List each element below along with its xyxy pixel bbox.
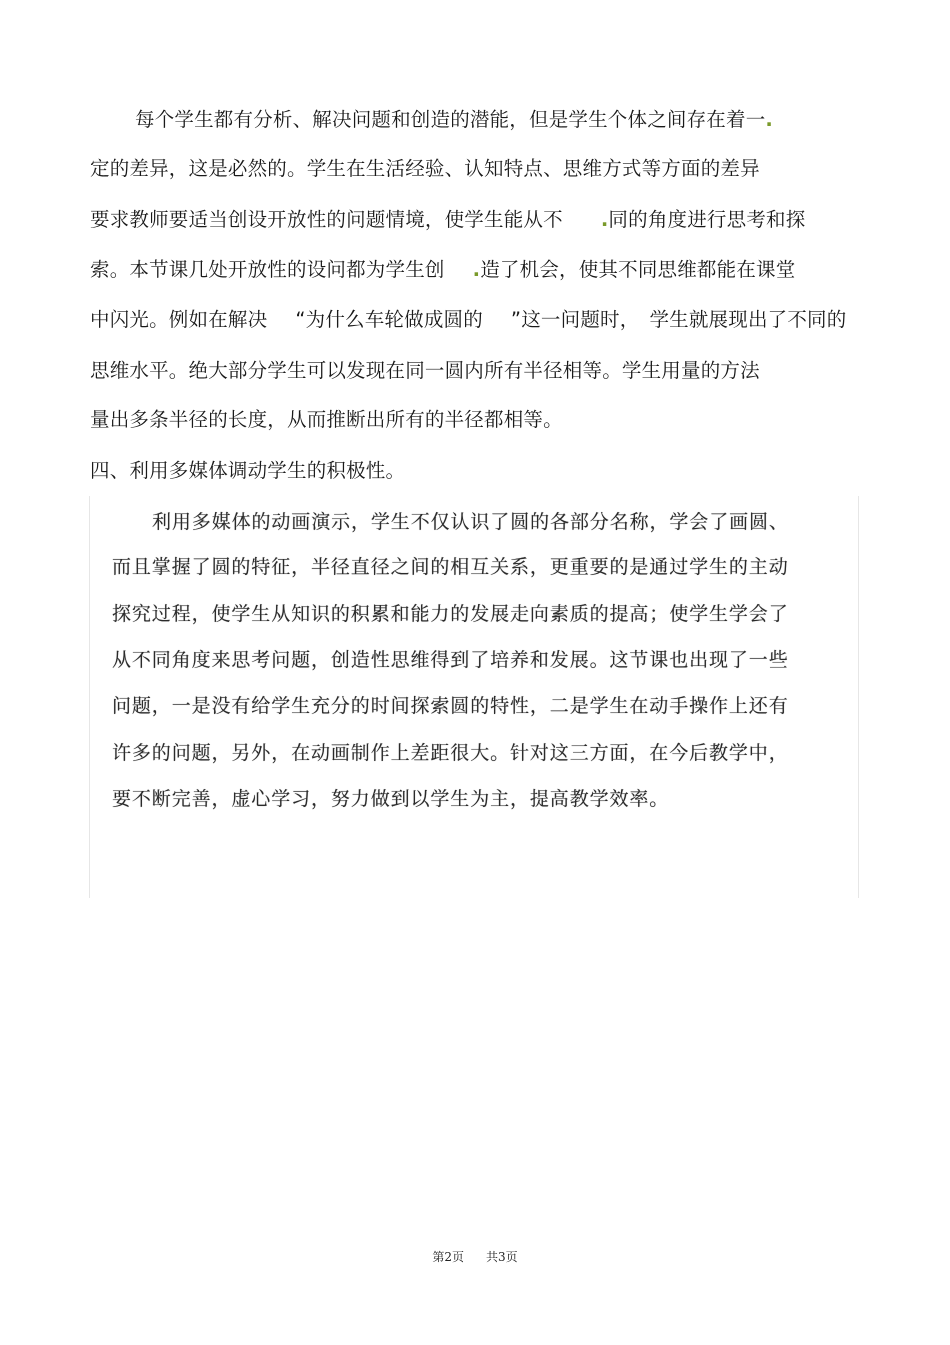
green-dot-mark: .: [600, 208, 609, 231]
paragraph1-line4: 索。本节课几处开放性的设问都为学生创 .造了机会，使其不同思维都能在课堂: [90, 258, 796, 281]
page-footer: [0, 1248, 950, 1265]
scan-line-7: 要不断完善，虚心学习，努力做到以学生为主，提高教学效率。: [112, 788, 670, 810]
paragraph1-line1: 每个学生都有分析、解决问题和创造的潜能，但是学生个体之间存在着一.: [135, 108, 774, 131]
paragraph1-line5: 中闪光。例如在解决 “为什么车轮做成圆的 ”这一问题时， 学生就展现出了不同的: [90, 308, 847, 331]
green-dot-mark: .: [472, 258, 481, 281]
section-heading-4: 四、利用多媒体调动学生的积极性。: [90, 459, 406, 482]
page-total: 共3页: [486, 1250, 518, 1264]
page-number: 第2页: [432, 1250, 464, 1264]
green-dot-mark: .: [765, 108, 774, 131]
scan-line-4: 从不同角度来思考问题，创造性思维得到了培养和发展。这节课也出现了一些: [112, 649, 789, 671]
scan-line-3: 探究过程，使学生从知识的积累和能力的发展走向素质的提高；使学生学会了: [112, 603, 789, 625]
paragraph1-line3: 要求教师要适当创设开放性的问题情境，使学生能从不 .同的角度进行思考和探: [90, 208, 806, 231]
paragraph1-line7: 量出多条半径的长度，从而推断出所有的半径都相等。: [90, 408, 563, 431]
paragraph1-line2: 定的差异，这是必然的。学生在生活经验、认知特点、思维方式等方面的差异: [90, 157, 760, 180]
scan-line-5: 问题，一是没有给学生充分的时间探索圆的特性，二是学生在动手操作上还有: [112, 695, 789, 717]
scanned-text-block: [89, 496, 859, 898]
paragraph1-line6: 思维水平。绝大部分学生可以发现在同一圆内所有半径相等。学生用量的方法: [90, 359, 760, 382]
scan-line-6: 许多的问题，另外，在动画制作上差距很大。针对这三方面，在今后教学中，: [112, 742, 789, 764]
scan-line-1: 利用多媒体的动画演示，学生不仅认识了圆的各部分名称，学会了画圆、: [152, 511, 789, 533]
scan-line-2: 而且掌握了圆的特征，半径直径之间的相互关系，更重要的是通过学生的主动: [112, 556, 789, 578]
